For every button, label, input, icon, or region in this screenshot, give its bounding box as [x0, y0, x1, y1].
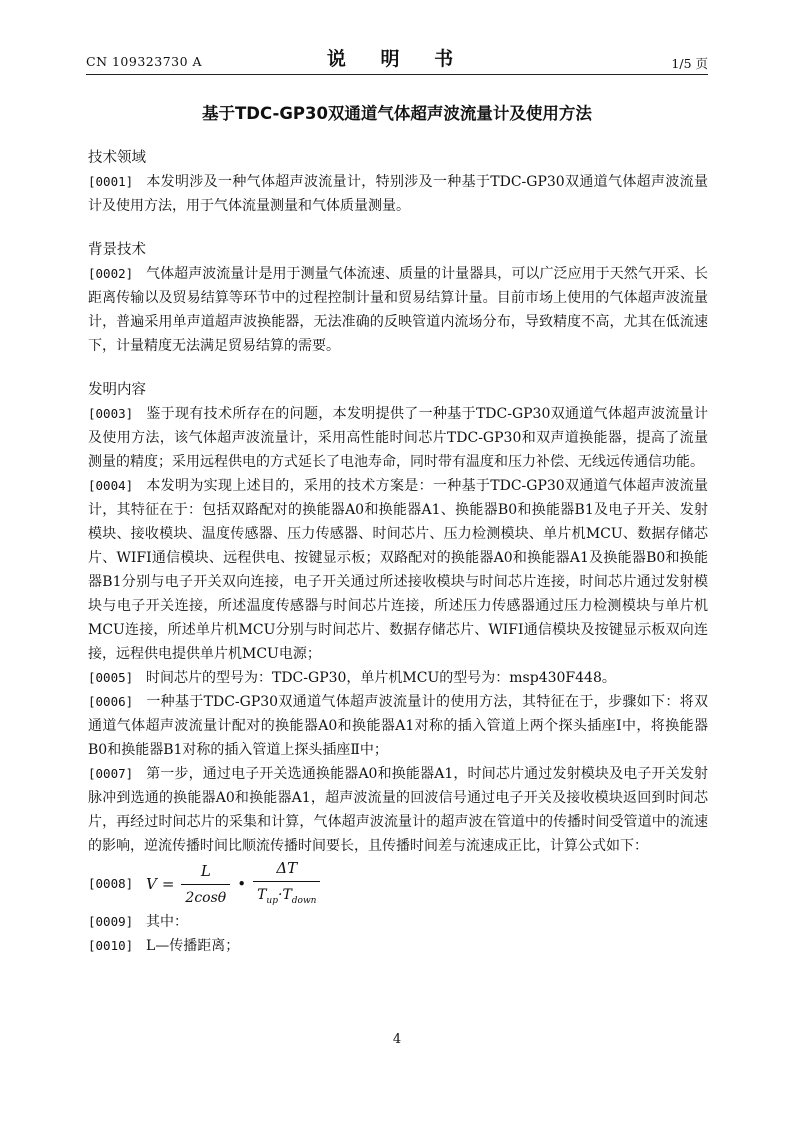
- paragraph: [88, 690, 708, 762]
- fraction-2-numerator: ΔT: [276, 858, 298, 877]
- paragraph-number: [0003]: [88, 406, 134, 421]
- paragraph-number: [0010]: [88, 938, 134, 953]
- section-heading-tech-field: 技术领域: [88, 150, 146, 166]
- paragraph-number: [0007]: [88, 766, 134, 781]
- paragraph-text: 时间芯片的型号为：TDC-GP30，单片机MCU的型号为：msp430F448。: [146, 670, 616, 686]
- fraction-1-numerator: L: [200, 861, 211, 880]
- paragraph-number: [0009]: [88, 914, 134, 929]
- paragraph-text: 本发明为实现上述目的，采用的技术方案是：一种基于TDC-GP30双通道气体超声波流量计，其特征在于：包括双路配对的换能器A0和换能器A1、换能器B0和换能器B1及电子开关、发射模块、接收模块、温度传感器、压力传感器、时间芯片、压力检测模块、单片机MCU、数据存储芯片、WIFI通信模块、远程供电、按键显示板；双路配对的换能器A0和换能器A1及换能器B0和换能器B1分别与电子开关双向连接，电子开关通过所述接收模块与时间芯片连接，时间芯片通过发射模块与电子开关连接，所述温度传感器与时间芯片连接，所述压力传感器通过压力检测模块与单片机MCU连接，所述单片机MCU分别与时间芯片、数据存储芯片、WIFI通信模块及按键显示板双向连接，远程供电提供单片机MCU电源；: [88, 478, 708, 662]
- paragraph-number: [0001]: [88, 174, 134, 189]
- header-page-label: 1/5 页: [671, 56, 708, 71]
- denominator-product-dot: ·: [277, 886, 283, 903]
- paragraph: [88, 262, 708, 358]
- formula-paragraph: [88, 858, 708, 910]
- formula-fraction-2: [253, 856, 320, 913]
- fraction-1-denominator: 2cosθ: [181, 884, 230, 910]
- paragraph-text: 本发明涉及一种气体超声波流量计，特别涉及一种基于TDC-GP30双通道气体超声波流量计及使用方法，用于气体流量测量和气体质量测量。: [88, 174, 708, 214]
- formula-equals: =: [161, 875, 175, 893]
- paragraph-text: 其中：: [146, 914, 188, 930]
- paragraph-number: [0004]: [88, 478, 134, 493]
- paragraph: [88, 402, 708, 474]
- flow-velocity-formula: [146, 856, 322, 913]
- paragraph: [88, 170, 708, 218]
- paragraph-number: [0008]: [88, 876, 134, 891]
- paragraph: [88, 666, 708, 690]
- paragraph-number: [0005]: [88, 670, 134, 685]
- fraction-2-denominator: [253, 881, 320, 913]
- section-heading-background: 背景技术: [88, 242, 146, 258]
- formula-lhs: V: [146, 875, 157, 893]
- page-number: 4: [392, 1032, 402, 1047]
- document-body: [88, 146, 708, 958]
- t-up-subscript: up: [266, 895, 278, 906]
- paragraph-text: 一种基于TDC-GP30双通道气体超声波流量计的使用方法，其特征在于，步骤如下：将双通道气体超声波流量计配对的换能器A0和换能器A1对称的插入管道上两个探头插座Ⅰ中，将换能器B0和换能器B1对称的插入管道上探头插座Ⅱ中；: [88, 694, 708, 758]
- paragraph-text: 鉴于现有技术所存在的问题，本发明提供了一种基于TDC-GP30双通道气体超声波流量计及使用方法，该气体超声波流量计，采用高性能时间芯片TDC-GP30和双声道换能器，提高了流量测量的精度；采用远程供电的方式延长了电池寿命，同时带有温度和压力补偿、无线远传通信功能。: [88, 406, 708, 470]
- formula-fraction-1: [181, 859, 230, 910]
- paragraph: [88, 762, 708, 858]
- header-divider: [86, 74, 708, 75]
- document-title: 基于TDC-GP30双通道气体超声波流量计及使用方法: [202, 104, 592, 123]
- header-pub-number: CN 109323730 A: [86, 54, 203, 69]
- paragraph-number: [0002]: [88, 266, 134, 281]
- t-down-symbol: T: [282, 886, 292, 903]
- header-doc-type: 说 明 书: [326, 48, 468, 70]
- paragraph: [88, 910, 708, 934]
- t-up-symbol: T: [257, 886, 267, 903]
- paragraph-number: [0006]: [88, 694, 134, 709]
- paragraph-text: 气体超声波流量计是用于测量气体流速、质量的计量器具，可以广泛应用于天然气开采、长距离传输以及贸易结算等环节中的过程控制计量和贸易结算计量。目前市场上使用的气体超声波流量计，普遍采用单声道超声波换能器，无法准确的反映管道内流场分布，导致精度不高，尤其在低流速下，计量精度无法满足贸易结算的需要。: [88, 266, 708, 354]
- formula-product-dot: •: [237, 875, 247, 893]
- paragraph-text: L—传播距离；: [146, 938, 240, 954]
- t-down-subscript: down: [291, 895, 317, 906]
- paragraph: [88, 934, 708, 958]
- paragraph-text: 第一步，通过电子开关选通换能器A0和换能器A1，时间芯片通过发射模块及电子开关发射脉冲到选通的换能器A0和换能器A1，超声波流量的回波信号通过电子开关及接收模块返回到时间芯片，再经过时间芯片的采集和计算，气体超声波流量计的超声波在管道中的传播时间受管道中的流速的影响，逆流传播时间比顺流传播时间要长，且传播时间差与流速成正比，计算公式如下：: [88, 766, 708, 854]
- paragraph: [88, 474, 708, 666]
- section-heading-invention: 发明内容: [88, 382, 146, 398]
